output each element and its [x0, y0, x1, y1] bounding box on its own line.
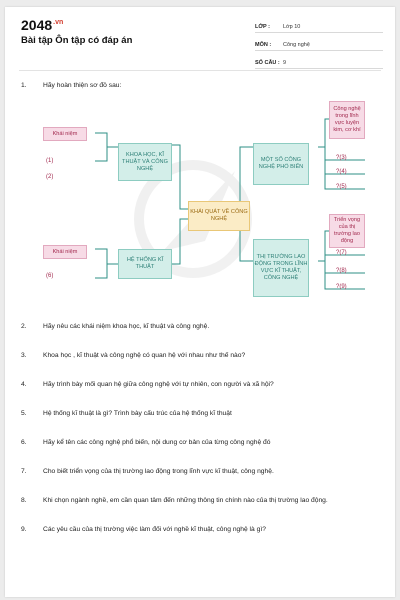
question-2: 2. Hãy nêu các khái niệm khoa học, kĩ thuật và công nghệ. — [21, 323, 210, 330]
site-logo[interactable]: $2048^{.vn}$ — [21, 17, 64, 33]
question-8: 8. Khi chọn ngành nghề, em cần quan tâm đến những thông tin chính nào của thị trường lao động. — [21, 497, 328, 504]
meta-value-count: 9 — [283, 60, 287, 66]
blank-7: ?(7) — [336, 250, 347, 256]
meta-row-subject — [255, 37, 383, 51]
header-divider — [19, 70, 381, 71]
question-4: 4. Hãy trình bày mối quan hệ giữa công nghệ với tự nhiên, con người và xã hội? — [21, 381, 274, 388]
box-center-khai-quat: KHÁI QUÁT VỀ CÔNG NGHỆ — [188, 201, 250, 231]
box-khoa-hoc: KHOA HỌC, KĨ THUẬT VÀ CÔNG NGHỆ — [118, 143, 172, 181]
mind-map-diagram — [35, 91, 365, 307]
question-6: 6. Hãy kể tên các công nghệ phổ biến, nội dung cơ bản của từng công nghệ đó — [21, 439, 271, 446]
blank-4: ?(4) — [336, 169, 347, 175]
question-3: 3. Khoa học , kĩ thuật và công nghệ có quan hệ với nhau như thế nào? — [21, 352, 246, 359]
document-title: Bài tập Ôn tập có đáp án — [21, 35, 133, 46]
box-he-thong-ki-thuat: HỆ THỐNG KĨ THUẬT — [118, 249, 172, 279]
box-thi-truong-lao-dong: THỊ TRƯỜNG LAO ĐỘNG TRONG LĨNH VỰC KĨ THUẬT, CÔNG NGHỆ — [253, 239, 309, 297]
diagram-connectors — [35, 91, 365, 307]
meta-panel — [255, 19, 383, 73]
blank-6: (6) — [46, 273, 54, 279]
meta-row-class — [255, 19, 383, 33]
meta-label-subject: MÔN : — [255, 42, 272, 48]
box-trien-vong: Triển vọng của thị trường lao động — [329, 214, 365, 248]
meta-row-count — [255, 55, 383, 69]
blank-8: ?(8) — [336, 268, 347, 274]
meta-label-class: LỚP : — [255, 24, 270, 30]
box-cong-nghe-luyen-kim: Công nghệ trong lĩnh vực luyện kim, cơ khí — [329, 101, 365, 139]
blank-1: (1) — [46, 158, 54, 164]
question-5: 5. Hệ thống kĩ thuật là gì? Trình bày cấu trúc của hệ thống kĩ thuật — [21, 410, 232, 417]
meta-label-count: SỐ CÂU : — [255, 60, 280, 66]
meta-value-subject: Công nghệ — [283, 42, 310, 48]
blank-5: ?(5) — [336, 184, 347, 190]
box-mot-so-cong-nghe: MỘT SỐ CÔNG NGHỆ PHỔ BIẾN — [253, 143, 309, 185]
blank-2: (2) — [46, 174, 54, 180]
box-khai-niem-1: Khái niệm — [43, 127, 87, 141]
question-1: 1. Hãy hoàn thiện sơ đồ sau: — [21, 82, 122, 89]
question-9: 9. Các yêu cầu của thị trường việc làm đối với nghề kĩ thuật, công nghệ là gì? — [21, 526, 266, 533]
worksheet-page — [5, 7, 395, 597]
box-khai-niem-2: Khái niệm — [43, 245, 87, 259]
blank-9: ?(9) — [336, 284, 347, 290]
meta-value-class: Lớp 10 — [283, 24, 301, 30]
question-7: 7. Cho biết triển vọng của thị trường lao động trong lĩnh vực kĩ thuật, công nghệ. — [21, 468, 274, 475]
blank-3: ?(3) — [336, 155, 347, 161]
